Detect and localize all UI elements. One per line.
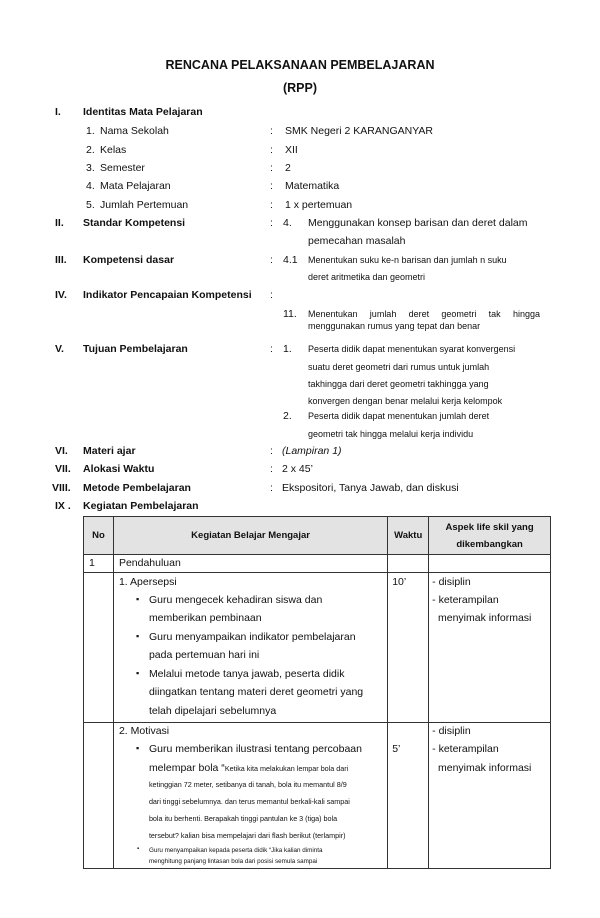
activity-text-small: tersebut? kalian bisa mempelajari dari flash berikut (terlampir) xyxy=(148,831,346,840)
sub-number: 1. xyxy=(283,343,292,355)
bullet-icon: ▪ xyxy=(136,846,140,852)
activity-text: Guru memberikan ilustrasi tentang percobaan xyxy=(148,743,362,755)
activity-text: Melalui metode tanya jawab, peserta didik xyxy=(148,668,345,680)
section-heading: Kegiatan Pembelajaran xyxy=(83,500,199,512)
section-value: Ekspositori, Tanya Jawab, dan diskusi xyxy=(282,482,459,494)
header-aspek xyxy=(429,517,551,555)
bullet-icon: ▪ xyxy=(135,668,140,678)
item-label: Semester xyxy=(100,162,145,174)
sub-number: 2. xyxy=(283,410,292,422)
cell-kegiatan: Pendahuluan xyxy=(113,555,387,573)
activity-text xyxy=(149,762,348,774)
section-number: IV. xyxy=(55,289,67,301)
header-aspek-line: dikembangkan xyxy=(456,538,523,550)
item-number: 5. xyxy=(86,199,95,211)
document-subtitle: (RPP) xyxy=(282,81,318,95)
section-heading: Standar Kompetensi xyxy=(83,217,186,229)
section-text: menggunakan rumus yang tepat dan benar xyxy=(308,321,481,331)
cell-no xyxy=(84,573,114,723)
aspek-item: menyimak informasi xyxy=(432,762,532,774)
section-number: VII. xyxy=(55,463,71,475)
section-text: Menentukan suku ke-n barisan dan jumlah n suku xyxy=(308,255,507,265)
section-colon: : xyxy=(270,463,273,475)
activity-text-small: ketinggian 72 meter, setibanya di tanah, bola itu memantul 8/9 xyxy=(148,780,347,789)
cell-apersepsi xyxy=(113,573,387,723)
section-number: VIII. xyxy=(52,482,71,494)
section-colon: : xyxy=(270,343,273,355)
section-colon: : xyxy=(270,482,273,494)
bullet-icon: ▪ xyxy=(135,743,140,753)
activity-text-part: Ketika kita melakukan lempar bola dari xyxy=(224,764,349,773)
item-colon: : xyxy=(270,144,273,156)
section-text: Peserta didik dapat menentukan syarat konvergensi xyxy=(308,344,516,354)
item-label: Nama Sekolah xyxy=(100,125,169,137)
kegiatan-table xyxy=(83,516,551,869)
aspek-item: - disiplin xyxy=(432,576,471,588)
aspek-item: - keterampilan xyxy=(432,743,499,755)
item-value: SMK Negeri 2 KARANGANYAR xyxy=(285,125,434,137)
item-colon: : xyxy=(270,199,273,211)
sub-number: 4.1 xyxy=(283,254,298,266)
section-number: II. xyxy=(55,217,64,229)
item-value: Matematika xyxy=(285,180,340,192)
section-number: VI. xyxy=(55,445,68,457)
section-text: Menentukan jumlah deret geometri tak hingga xyxy=(308,309,540,319)
aspek-item: - keterampilan xyxy=(432,594,499,606)
activity-text: Guru menyampaikan indikator pembelajaran xyxy=(148,631,356,643)
activity-text: diingatkan tentang materi deret geometri yang xyxy=(148,686,364,698)
section-colon: : xyxy=(270,217,273,229)
section-number: V. xyxy=(55,343,64,355)
section-heading: Kompetensi dasar xyxy=(83,254,175,266)
activity-text-small: bola itu berhenti. Berapakah tinggi pantulan ke 3 (tiga) bola xyxy=(148,814,338,823)
section-number: I. xyxy=(55,106,61,118)
activity-text-part: melempar bola “ xyxy=(148,762,225,774)
aspek-item: menyimak informasi xyxy=(432,612,532,624)
header-waktu: Waktu xyxy=(388,517,429,555)
cell-no: 1 xyxy=(84,555,114,573)
table-header-row xyxy=(84,517,551,555)
table-row xyxy=(84,555,551,573)
activity-text: telah dipelajari sebelumnya xyxy=(148,705,277,717)
section-text: takhingga dari deret geometri takhingga yang xyxy=(308,379,489,389)
section-text: geometri tak hingga melalui kerja individu xyxy=(308,429,474,439)
section-heading: Tujuan Pembelajaran xyxy=(83,343,188,355)
bullet-icon: ▪ xyxy=(135,594,140,604)
activity-text: memberikan pembinaan xyxy=(148,612,262,624)
activity-text: Guru mengecek kehadiran siswa dan xyxy=(148,594,323,606)
header-aspek-line: Aspek life skil yang xyxy=(445,521,534,533)
item-colon: : xyxy=(270,180,273,192)
section-colon: : xyxy=(270,445,273,457)
cell-no xyxy=(84,723,114,869)
item-value: XII xyxy=(285,144,298,156)
section-heading: Identitas Mata Pelajaran xyxy=(83,106,203,118)
item-label: Kelas xyxy=(100,144,127,156)
item-number: 2. xyxy=(86,144,95,156)
activity-text-tiny: menghitung panjang lintasan bola dari posisi semula sampai xyxy=(148,858,318,865)
section-text: suatu deret geometri dari rumus untuk jumlah xyxy=(308,362,490,372)
cell-motivasi xyxy=(113,723,387,869)
cell-aspek xyxy=(429,573,551,723)
section-text: Peserta didik dapat menentukan jumlah deret xyxy=(308,411,490,421)
item-value: 2 xyxy=(285,162,291,174)
section-text: deret aritmetika dan geometri xyxy=(308,272,426,282)
table-row xyxy=(84,573,551,723)
item-value: 1 x pertemuan xyxy=(285,199,353,211)
item-number: 3. xyxy=(86,162,95,174)
activity-text-tiny: Guru menyampaikan kepada peserta didik “Jika kalian diminta xyxy=(148,847,323,854)
section-text: konvergen dengan benar melalui kerja kelompok xyxy=(308,396,503,406)
item-label: Jumlah Pertemuan xyxy=(100,199,189,211)
cell-waktu: 10’ xyxy=(388,573,429,723)
item-colon: : xyxy=(270,162,273,174)
cell-aspek xyxy=(429,723,551,869)
activity-heading: 1. Apersepsi xyxy=(118,576,177,588)
section-colon: : xyxy=(270,254,273,266)
section-number: IX . xyxy=(55,500,71,512)
cell-waktu: 5’ xyxy=(388,723,429,869)
section-heading: Alokasi Waktu xyxy=(83,463,155,475)
activity-heading: 2. Motivasi xyxy=(118,725,170,737)
section-heading: Indikator Pencapaian Kompetensi xyxy=(83,289,252,301)
bullet-icon: ▪ xyxy=(135,631,140,641)
item-colon: : xyxy=(270,125,273,137)
section-value: (Lampiran 1) xyxy=(282,445,342,457)
section-number: III. xyxy=(55,254,67,266)
activity-text-small: dari tinggi sebelumnya. dan terus memantul berkali-kali sampai xyxy=(148,797,350,806)
section-heading: Materi ajar xyxy=(83,445,136,457)
document-title: RENCANA PELAKSANAAN PEMBELAJARAN xyxy=(165,58,435,72)
activity-text: pada pertemuan hari ini xyxy=(148,649,260,661)
header-kegiatan: Kegiatan Belajar Mengajar xyxy=(113,517,387,555)
cell-waktu xyxy=(388,555,429,573)
aspek-item: - disiplin xyxy=(432,725,471,737)
cell-aspek xyxy=(429,555,551,573)
sub-number: 4. xyxy=(283,217,292,229)
sub-number: 11. xyxy=(283,308,297,320)
header-no: No xyxy=(84,517,114,555)
section-text: Menggunakan konsep barisan dan deret dalam xyxy=(308,217,528,229)
section-colon: : xyxy=(270,289,273,301)
section-value: 2 x 45’ xyxy=(282,463,313,475)
section-text: pemecahan masalah xyxy=(308,235,406,247)
item-label: Mata Pelajaran xyxy=(100,180,171,192)
section-heading: Metode Pembelajaran xyxy=(83,482,191,494)
item-number: 1. xyxy=(86,125,95,137)
table-row xyxy=(84,723,551,869)
item-number: 4. xyxy=(86,180,95,192)
